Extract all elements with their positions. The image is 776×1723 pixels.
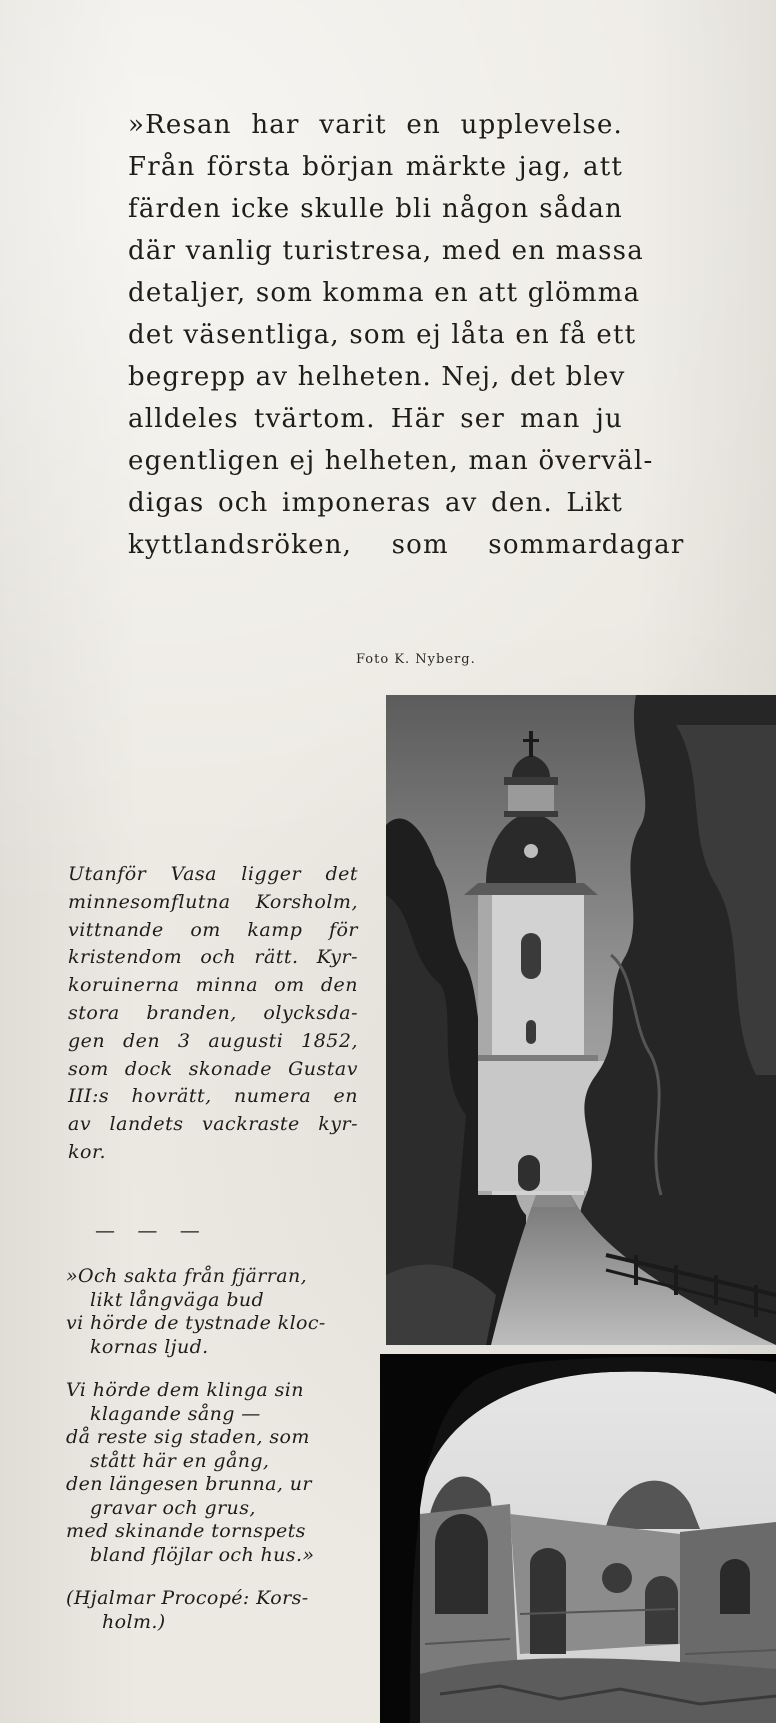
body-line: »Resan har varit en upplevelse. [128,110,623,140]
body-line: detaljer, som komma en att glömma [128,278,641,308]
body-line: begrepp av helheten. Nej, det blev [128,362,626,392]
poem-attribution [66,1587,366,1634]
caption-line: som dock skonade Gustav [68,1057,358,1080]
body-line: digas och imponeras av den. Likt [128,488,623,518]
poem-line: likt långväga bud [90,1288,265,1311]
church-tower-photo [386,695,776,1345]
caption-line: kristendom och rätt. Kyr- [68,946,358,969]
body-line: det väsentliga, som ej låta en få ett [128,320,637,350]
poem [66,1265,366,1634]
body-line: kyttlandsröken, som sommardagar [128,530,685,560]
caption-line: Utanför Vasa ligger det [68,863,358,885]
body-line: där vanlig turistresa, med en massa [128,236,644,266]
body-line: alldeles tvärtom. Här ser man ju [128,404,623,434]
body-text [128,104,685,566]
poem-line: då reste sig staden, som [66,1426,310,1448]
caption-line: kor. [68,1140,106,1163]
poem-line: gravar och grus, [90,1496,256,1519]
caption-line: gen den 3 augusti 1852, [68,1029,358,1052]
photo-caption [68,861,358,1167]
attribution-line: (Hjalmar Procopé: Kors- [66,1587,309,1609]
poem-stanza [66,1265,366,1359]
poem-line: stått här en gång, [90,1449,270,1472]
photo-credit: Foto K. Nyberg. [356,652,476,667]
attribution-line: holm.) [102,1610,166,1633]
poem-line: vi hörde de tystnade kloc- [66,1312,326,1334]
church-ruin-photo [380,1354,776,1723]
caption-line: av landets vackraste kyr- [68,1113,358,1136]
caption-line: minnesomflutna Korsholm, [68,890,358,913]
caption-line: III:s hovrätt, numera en [68,1085,358,1108]
caption-line: vittnande om kamp för [68,918,358,941]
poem-line: bland flöjlar och hus.» [90,1543,315,1566]
poem-line: den längesen brunna, ur [66,1473,312,1495]
section-separator: — — — [95,1218,208,1242]
caption-line: stora branden, olycksda- [68,1001,358,1024]
poem-line: kornas ljud. [90,1335,209,1358]
body-line: färden icke skulle bli någon sådan [128,194,623,224]
poem-line: Vi hörde dem klinga sin [66,1379,304,1401]
poem-line: »Och sakta från fjärran, [66,1265,308,1287]
caption-line: koruinerna minna om den [68,974,358,997]
body-line: egentligen ej helheten, man överväl- [128,446,654,476]
poem-stanza [66,1379,366,1567]
poem-line: med skinande tornspets [66,1520,306,1542]
poem-line: klagande sång — [90,1402,261,1425]
body-line: Från första början märkte jag, att [128,152,623,182]
